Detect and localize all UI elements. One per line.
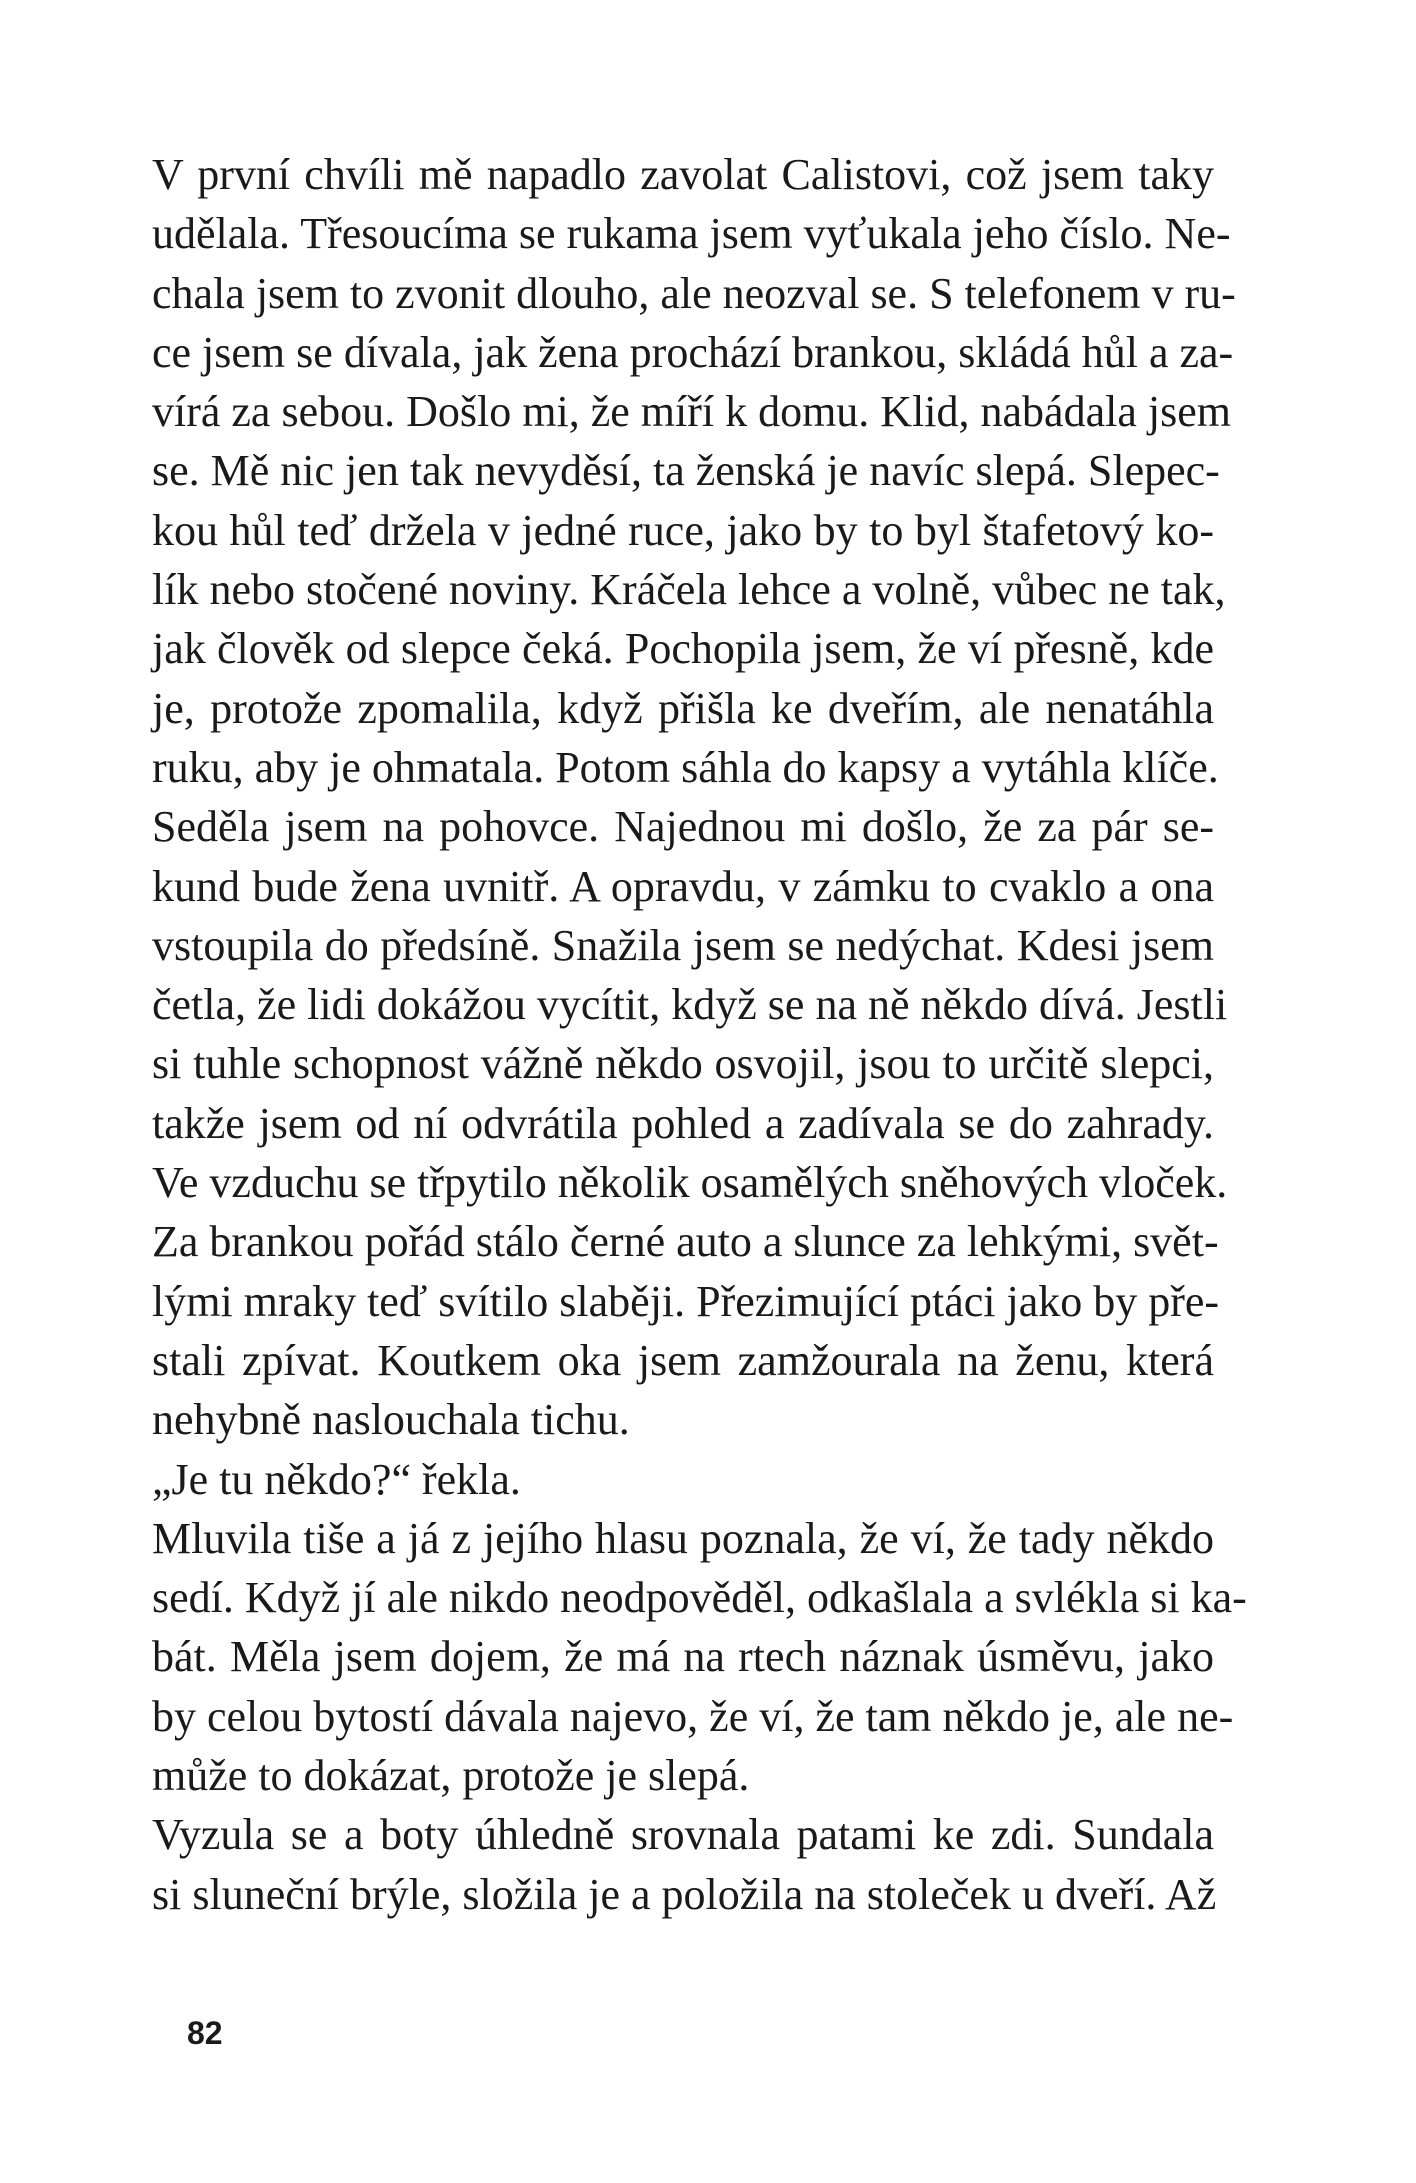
text-line: by celou bytostí dávala najevo, že ví, že tam někdo je, ale ne- — [152, 1691, 1234, 1741]
text-line: sedí. Když jí ale nikdo neodpověděl, odkašlala a svlékla si ka- — [152, 1573, 1247, 1623]
text-line: četla, že lidi dokážou vycítit, když se na ně někdo dívá. Jestli — [152, 980, 1228, 1030]
text-line: nehybně naslouchala tichu. — [152, 1395, 630, 1445]
text-line: Ve vzduchu se třpytilo několik osamělých sněhových vloček. — [152, 1158, 1228, 1208]
page-number: 82 — [187, 2015, 223, 2051]
text-line: takže jsem od ní odvrátila pohled a zadívala se do zahrady. — [152, 1098, 1214, 1148]
text-line: si tuhle schopnost vážně někdo osvojil, jsou to určitě slepci, — [152, 1039, 1214, 1089]
text-line: lými mraky teď svítilo slaběji. Přezimující ptáci jako by pře- — [152, 1276, 1220, 1326]
text-line: ce jsem se dívala, jak žena prochází brankou, skládá hůl a za- — [152, 327, 1234, 377]
text-line: Mluvila tiše a já z jejího hlasu poznala, že ví, že tady někdo — [152, 1513, 1214, 1563]
text-line: udělala. Třesoucíma se rukama jsem vyťukala jeho číslo. Ne- — [152, 209, 1231, 259]
text-line: vstoupila do předsíně. Snažila jsem se nedýchat. Kdesi jsem — [152, 920, 1214, 970]
text-line: Seděla jsem na pohovce. Najednou mi došlo, že za pár se- — [152, 802, 1214, 852]
text-line: si sluneční brýle, složila je a položila na stoleček u dveří. Až — [152, 1869, 1217, 1919]
text-line: „Je tu někdo?“ řekla. — [152, 1454, 521, 1504]
text-line: Vyzula se a boty úhledně srovnala patami ke zdi. Sundala — [152, 1810, 1214, 1860]
text-line: kou hůl teď držela v jedné ruce, jako by to byl štafetový ko- — [152, 505, 1214, 555]
body-text — [152, 145, 1247, 1924]
text-line: může to dokázat, protože je slepá. — [152, 1751, 750, 1801]
text-line: je, protože zpomalila, když přišla ke dveřím, ale nenatáhla — [152, 683, 1214, 733]
text-line: lík nebo stočené noviny. Kráčela lehce a volně, vůbec ne tak, — [152, 565, 1226, 615]
text-line: jak člověk od slepce čeká. Pochopila jsem, že ví přesně, kde — [152, 624, 1214, 674]
text-line: vírá za sebou. Došlo mi, že míří k domu. Klid, nabádala jsem — [152, 387, 1231, 437]
text-line: se. Mě nic jen tak nevyděsí, ta ženská je navíc slepá. Slepec- — [152, 446, 1220, 496]
text-line: kund bude žena uvnitř. A opravdu, v zámku to cvaklo a ona — [152, 861, 1214, 911]
text-line: V první chvíli mě napadlo zavolat Calistovi, což jsem taky — [152, 150, 1214, 199]
text-line: Za brankou pořád stálo černé auto a slunce za lehkými, svět- — [152, 1217, 1219, 1267]
text-line: bát. Měla jsem dojem, že má na rtech náznak úsměvu, jako — [152, 1632, 1214, 1682]
text-line: ruku, aby je ohmatala. Potom sáhla do kapsy a vytáhla klíče. — [152, 742, 1219, 792]
text-line: stali zpívat. Koutkem oka jsem zamžourala na ženu, která — [152, 1335, 1214, 1385]
text-line: chala jsem to zvonit dlouho, ale neozval se. S telefonem v ru- — [152, 268, 1236, 318]
